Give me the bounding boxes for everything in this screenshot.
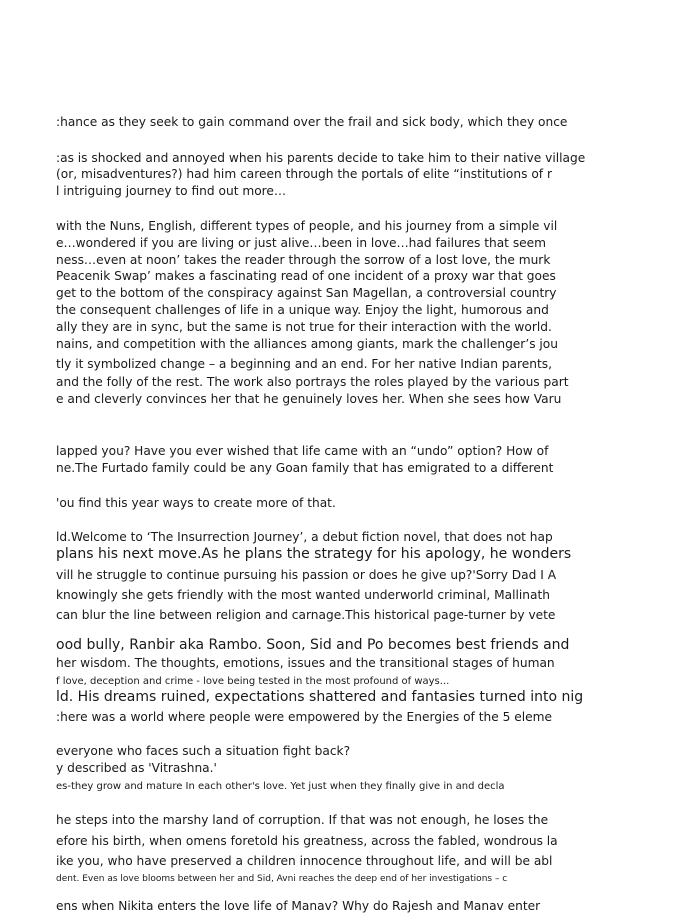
text-line: plans his next move.As he plans the strategy for his apology, he wonders: [56, 546, 572, 562]
text-line: 'ou find this year ways to create more of that.: [56, 496, 336, 510]
text-line: get to the bottom of the conspiracy against San Magellan, a controversial country: [56, 286, 557, 300]
text-line: :as is shocked and annoyed when his parents decide to take him to their native village: [56, 151, 586, 165]
text-line: the consequent challenges of life in a unique way. Enjoy the light, humorous and: [56, 303, 549, 317]
text-line: her wisdom. The thoughts, emotions, issues and the transitional stages of human: [56, 656, 555, 670]
text-line: :hance as they seek to gain command over the frail and sick body, which they once: [56, 115, 568, 129]
text-line: ne.The Furtado family could be any Goan family that has emigrated to a different: [56, 461, 554, 475]
text-line: with the Nuns, English, different types of people, and his journey from a simple vil: [56, 219, 558, 233]
text-line: y described as 'Vitrashna.': [56, 761, 217, 775]
text-line: :here was a world where people were empowered by the Energies of the 5 eleme: [56, 710, 552, 724]
text-line: ness…even at noon’ takes the reader through the sorrow of a lost love, the murk: [56, 253, 551, 267]
text-line: ike you, who have preserved a children innocence throughout life, and will be abl: [56, 854, 553, 868]
text-line: ld.Welcome to ‘The Insurrection Journey’, a debut fiction novel, that does not hap: [56, 530, 553, 544]
text-line: ld. His dreams ruined, expectations shattered and fantasies turned into nig: [56, 689, 584, 705]
text-line: dent. Even as love blooms between her and Sid, Avni reaches the deep end of her investigations – c: [56, 874, 508, 884]
text-line: ens when Nikita enters the love life of Manav? Why do Rajesh and Manav enter: [56, 899, 541, 913]
text-line: f love, deception and crime - love being tested in the most profound of ways...: [56, 676, 450, 687]
text-line: e…wondered if you are living or just alive…been in love…had failures that seem: [56, 236, 547, 250]
text-line: vill he struggle to continue pursuing his passion or does he give up?'Sorry Dad I A: [56, 568, 557, 582]
text-line: l intriguing journey to find out more…: [56, 184, 287, 198]
text-line: es-they grow and mature In each other's love. Yet just when they finally give in and decla: [56, 781, 505, 792]
text-line: tly it symbolized change – a beginning and an end. For her native Indian parents,: [56, 357, 552, 371]
text-line: ally they are in sync, but the same is not true for their interaction with the world.: [56, 320, 552, 334]
text-line: e and cleverly convinces her that he genuinely loves her. When she sees how Varu: [56, 392, 562, 406]
text-line: (or, misadventures?) had him careen through the portals of elite “institutions of r: [56, 167, 552, 181]
text-line: Peacenik Swap’ makes a fascinating read of one incident of a proxy war that goes: [56, 269, 556, 283]
text-line: and the folly of the rest. The work also portrays the roles played by the various part: [56, 375, 569, 389]
text-line: knowingly she gets friendly with the most wanted underworld criminal, Mallinath: [56, 588, 550, 602]
text-line: everyone who faces such a situation fight back?: [56, 744, 351, 758]
text-line: nains, and competition with the alliances among giants, mark the challenger’s jou: [56, 337, 558, 351]
text-line: he steps into the marshy land of corruption. If that was not enough, he loses the: [56, 813, 549, 827]
text-line: lapped you? Have you ever wished that life came with an “undo” option? How of: [56, 444, 549, 458]
text-line: can blur the line between religion and carnage.This historical page-turner by vete: [56, 608, 556, 622]
text-line: efore his birth, when omens foretold his greatness, across the fabled, wondrous la: [56, 834, 558, 848]
text-line: ood bully, Ranbir aka Rambo. Soon, Sid and Po becomes best friends and: [56, 637, 570, 653]
